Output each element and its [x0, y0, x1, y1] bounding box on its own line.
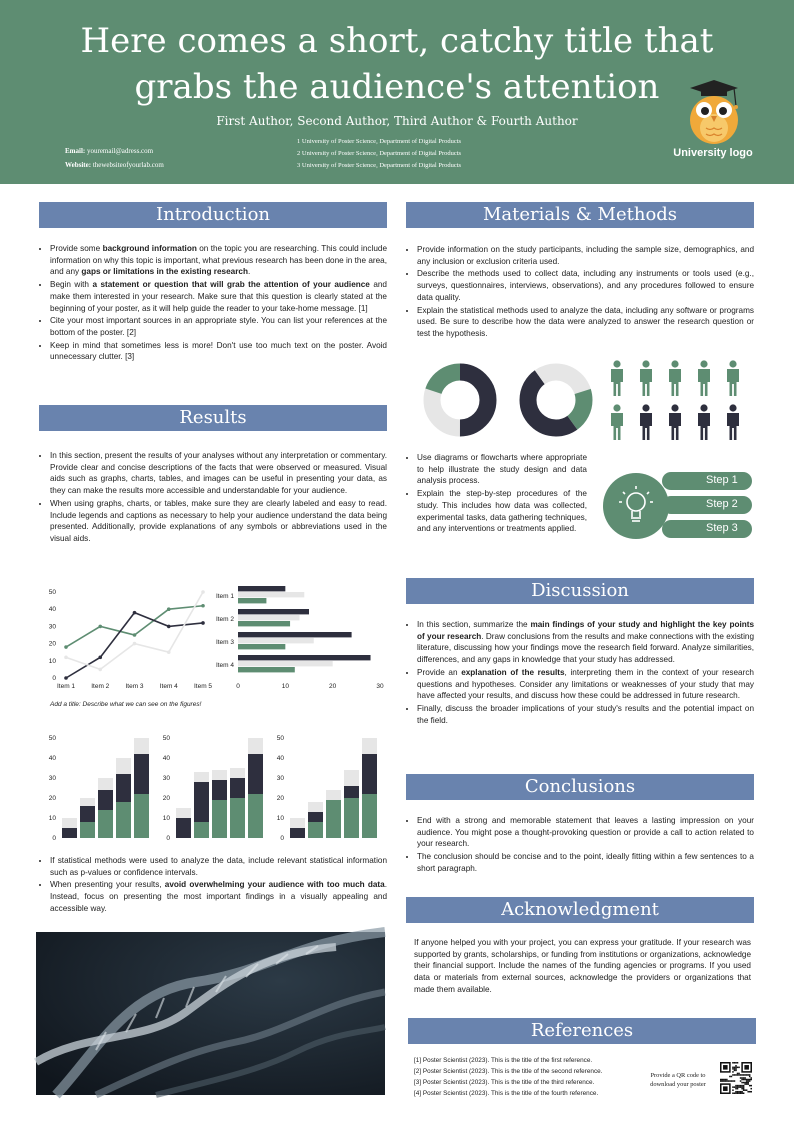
qr-module [746, 1089, 748, 1091]
series-green-point [64, 645, 68, 649]
poster-title: Here comes a short, catchy title that grabs the audience's attention [80, 21, 714, 107]
qr-module [738, 1085, 740, 1087]
series-light-bar [238, 638, 314, 643]
y-tick-label: 40 [162, 755, 170, 762]
reference-list [414, 1055, 644, 1099]
series-light-segment [230, 768, 245, 778]
qr-module [741, 1088, 743, 1090]
qr-module [732, 1068, 734, 1070]
references-heading: References [408, 1018, 756, 1044]
affiliation-3: 3 University of Poster Science, Department of Digital Products [297, 162, 462, 169]
qr-module [743, 1092, 745, 1094]
qr-module [732, 1071, 734, 1073]
university-logo-label: University logo [673, 147, 753, 159]
materials-methods-heading: Materials & Methods [406, 202, 754, 228]
series-green-point [133, 633, 137, 637]
qr-module [738, 1091, 740, 1093]
conclusions-body [407, 815, 754, 876]
y-tick-label: 40 [48, 606, 56, 614]
series-light-point [167, 650, 171, 654]
qr-module [734, 1092, 736, 1094]
results-heading: Results [39, 405, 387, 431]
qr-module [737, 1088, 739, 1090]
series-light-line [66, 592, 203, 669]
series-dark-segment [80, 806, 95, 822]
series-green-segment [98, 810, 113, 838]
bullet-item: • In this section, present the results of your analyses without any interpretation or commentary. Provide clear and concise descriptions of the facts that were observed or measured. Visual aids such as graphs, charts, tables, and images can be useful in presenting your data, as they can make the results more accessible and understandable for your audience. [50, 450, 387, 497]
discussion-heading: Discussion [406, 578, 754, 604]
person-icon [611, 404, 623, 440]
qr-module [741, 1079, 743, 1081]
series-dark-point [64, 676, 68, 680]
x-tick-label: Item 1 [56, 683, 76, 690]
qr-module [735, 1065, 737, 1067]
materials-methods-body-2 [407, 452, 587, 536]
qr-module [743, 1074, 745, 1076]
y-tick-label: 0 [52, 835, 56, 842]
qr-module [740, 1080, 742, 1082]
discussion-body [407, 619, 754, 727]
series-dark-segment [248, 754, 263, 794]
qr-module [723, 1080, 725, 1082]
qr-module [741, 1092, 743, 1094]
figure-caption: Add a title: Describe what we can see on the figures! [50, 701, 202, 708]
series-dark-segment [212, 780, 227, 800]
acknowledgment-text: If anyone helped you with your project, you can express your gratitude. If your research was supported by grants, scholarships, or funding from institutions or organizations, acknowledge their financial support. Include the names of the funding agencies or programs. If you used data or materials from external sources, acknowledge the providers or organizations that made them available. [414, 938, 751, 994]
series-green-bar [238, 644, 285, 649]
qr-module [737, 1091, 739, 1093]
series-light-segment [326, 790, 341, 800]
y-tick-label: 10 [276, 815, 284, 822]
qr-module [741, 1077, 743, 1079]
series-green-segment [212, 800, 227, 838]
y-tick-label: 40 [276, 755, 284, 762]
qr-module [746, 1074, 748, 1076]
qr-module [746, 1079, 748, 1081]
series-light-segment [344, 770, 359, 786]
qr-module [749, 1080, 751, 1082]
y-tick-label: 50 [48, 589, 56, 596]
qr-module [747, 1082, 749, 1084]
people-pictogram [608, 358, 758, 442]
email-address[interactable]: youremail@adress.com [86, 147, 154, 155]
series-green-bar [238, 598, 266, 603]
qr-module [732, 1080, 734, 1082]
qr-module [747, 1079, 749, 1081]
person-icon [669, 404, 681, 440]
person-icon [698, 360, 710, 396]
qr-module [734, 1070, 736, 1072]
y-tick-label: 30 [162, 775, 170, 782]
series-light-segment [362, 738, 377, 754]
bullet-item: • Cite your most important sources in an appropriate style. You can list your references at the bottom of the poster. [2] [50, 315, 387, 338]
qr-module [720, 1079, 722, 1081]
y-tick-label: 20 [48, 640, 56, 648]
reference-item[interactable]: [3] Poster Scientist (2023). This is the title of the third reference. [414, 1079, 595, 1086]
email-line: Email: youremail@adress.com [65, 147, 154, 155]
person-icon [640, 404, 652, 440]
bullet-item: • End with a strong and memorable statement that leaves a lasting impression on your audience. You might pose a thought-provoking question or provide a call to action related to your research. [417, 815, 754, 850]
y-tick-label: 0 [52, 675, 56, 682]
series-green-segment [326, 800, 341, 838]
qr-module [734, 1074, 736, 1076]
qr-module [737, 1085, 739, 1087]
y-tick-label: 50 [276, 735, 284, 742]
x-tick-label: Item 2 [91, 683, 110, 690]
person-icon [669, 360, 681, 396]
series-green-point [201, 604, 205, 608]
series-dark-point [201, 621, 205, 625]
qr-module [735, 1085, 737, 1087]
qr-module [740, 1077, 742, 1079]
series-dark-segment [116, 774, 131, 802]
affiliation-1: 1 University of Poster Science, Department of Digital Products [297, 138, 462, 145]
series-dark-bar [238, 632, 352, 637]
qr-module [732, 1089, 734, 1091]
y-tick-label: 30 [276, 775, 284, 782]
qr-module [749, 1074, 751, 1076]
qr-module [728, 1080, 730, 1082]
qr-module [750, 1077, 752, 1079]
bullet-item: • The conclusion should be concise and to the point, ideally fitting within a few sentences to a short paragraph. [417, 851, 754, 874]
qr-module [747, 1080, 749, 1082]
series-green-segment [362, 794, 377, 838]
series-green-segment [116, 802, 131, 838]
series-light-point [201, 590, 205, 594]
series-dark-bar [238, 586, 285, 591]
series-dark-bar [238, 655, 371, 660]
introduction-body [40, 243, 387, 364]
category-label: Item 2 [215, 616, 234, 623]
step-2-label: Step 2 [706, 498, 738, 510]
stacked-bar-chart-2 [152, 728, 268, 844]
qr-module [741, 1074, 743, 1076]
category-label: Item 3 [215, 639, 234, 646]
qr-module [747, 1074, 749, 1076]
series-dark-segment [344, 786, 359, 798]
qr-module [735, 1067, 737, 1069]
person-icon [611, 360, 623, 396]
qr-module [734, 1068, 736, 1070]
series-light-segment [308, 802, 323, 812]
qr-module [735, 1068, 737, 1070]
qr-module [726, 1080, 728, 1082]
series-light-point [98, 668, 102, 672]
qr-finder-core [723, 1086, 728, 1091]
series-dark-segment [62, 828, 77, 838]
qr-module [750, 1079, 752, 1081]
series-dark-segment [290, 828, 305, 838]
series-light-segment [248, 738, 263, 754]
y-tick-label: 0 [280, 835, 284, 842]
conclusions-heading: Conclusions [406, 774, 754, 800]
y-tick-label: 10 [48, 657, 56, 665]
bullet-item: • Provide information on the study participants, including the sample size, demographics, and any inclusion or exclusion criteria used. [417, 244, 754, 267]
bullet-item: • Provide some background information on the topic you are researching. This could include information on why this topic is important, what previous research has been done in the area, and any gaps or limitations in the existing research. [50, 243, 387, 278]
series-light-segment [290, 818, 305, 828]
qr-module [750, 1085, 752, 1087]
category-label: Item 1 [215, 593, 234, 600]
qr-module [746, 1083, 748, 1085]
step-1-label: Step 1 [706, 474, 738, 486]
qr-module [740, 1086, 742, 1088]
stacked-bar-chart-3 [266, 728, 382, 844]
donut-chart-2 [518, 362, 594, 438]
y-tick-label: 20 [162, 795, 170, 802]
series-green-segment [194, 822, 209, 838]
qr-module [737, 1092, 739, 1094]
qr-module [735, 1070, 737, 1072]
series-dark-segment [308, 812, 323, 822]
qr-module [722, 1080, 724, 1082]
bullet-item: • Begin with a statement or question that will grab the attention of your audience and make them interested in your research. Make sure that this question is clearly stated at the beginning of your poster, as it will help guide the reader to your take-home message. [1] [50, 279, 387, 314]
bullet-item: • Finally, discuss the broader implications of your study's results and the potential impact on the field. [417, 703, 754, 726]
series-green-segment [248, 794, 263, 838]
x-tick-label: 20 [329, 683, 337, 690]
series-dark-segment [362, 754, 377, 794]
qr-module [732, 1062, 734, 1064]
qr-module [740, 1085, 742, 1087]
qr-module [744, 1089, 746, 1091]
qr-module [725, 1080, 727, 1082]
qr-module [750, 1091, 752, 1093]
step-3-label: Step 3 [706, 522, 738, 534]
qr-module [735, 1086, 737, 1088]
y-tick-label: 30 [48, 775, 56, 782]
series-green-bar [238, 621, 290, 626]
qr-module [734, 1062, 736, 1064]
donut-chart-1 [422, 362, 498, 438]
x-tick-label: 0 [236, 683, 240, 690]
series-green-bar [238, 667, 295, 672]
qr-module [743, 1085, 745, 1087]
qr-module [737, 1062, 739, 1064]
series-dark-segment [134, 754, 149, 794]
series-dark-segment [176, 818, 191, 838]
person-icon [698, 404, 710, 440]
qr-module [741, 1086, 743, 1088]
y-tick-label: 20 [276, 795, 284, 802]
series-light-segment [176, 808, 191, 818]
qr-module [737, 1067, 739, 1069]
series-light-bar [238, 592, 304, 597]
qr-module [744, 1077, 746, 1079]
bullet-item: • When presenting your results, avoid overwhelming your audience with too much data. Instead, focus on presenting the most important findings in a visually appealing and accessible way. [50, 879, 387, 914]
qr-finder-core [723, 1065, 728, 1070]
qr-module [741, 1091, 743, 1093]
acknowledgment-heading: Acknowledgment [406, 897, 754, 923]
qr-module [746, 1082, 748, 1084]
x-tick-label: Item 3 [125, 683, 144, 690]
qr-module [743, 1089, 745, 1091]
reference-item[interactable]: [4] Poster Scientist (2023). This is the title of the fourth reference. [414, 1090, 599, 1097]
category-label: Item 4 [215, 662, 234, 669]
bullet-item: • If statistical methods were used to analyze the data, include relevant statistical information such as p-values or confidence intervals. [50, 855, 387, 878]
materials-methods-body [407, 244, 754, 341]
results-body [40, 450, 387, 546]
website-link[interactable]: thewebsiteofyourlab.com [92, 161, 164, 169]
qr-module [735, 1088, 737, 1090]
qr-module [738, 1092, 740, 1094]
bullet-item: • Explain the statistical methods used to analyze the data, including any software or programs used. Be sure to describe how the data were analyzed to answer the research question or test the hypothesis. [417, 305, 754, 340]
qr-module [725, 1079, 727, 1081]
affiliation-2: 2 University of Poster Science, Department of Digital Products [297, 150, 462, 157]
bullet-item: • In this section, summarize the main findings of your study and highlight the key points of your research. Draw conclusions from the results and make connections with the existing literature, discussing how your findings move the research field forward. Analyze similarities, differences, and any gaps in knowledge that your study has addressed. [417, 619, 754, 666]
qr-module [750, 1088, 752, 1090]
qr-module [743, 1079, 745, 1081]
qr-module [723, 1079, 725, 1081]
series-green-segment [134, 794, 149, 838]
series-dark-segment [230, 778, 245, 798]
series-light-segment [134, 738, 149, 754]
author-list: First Author, Second Author, Third Author & Fourth Author [216, 114, 578, 128]
qr-module [743, 1086, 745, 1088]
reference-item[interactable]: [1] Poster Scientist (2023). This is the title of the first reference. [414, 1057, 593, 1064]
qr-module [740, 1092, 742, 1094]
series-green-segment [308, 822, 323, 838]
y-tick-label: 50 [48, 735, 56, 742]
qr-module [743, 1088, 745, 1090]
qr-module [737, 1086, 739, 1088]
qr-module [744, 1074, 746, 1076]
results-body-2 [40, 855, 387, 916]
qr-module [734, 1080, 736, 1082]
qr-module [737, 1073, 739, 1075]
person-icon [640, 360, 652, 396]
series-light-segment [212, 770, 227, 780]
website-line: Website: thewebsiteofyourlab.com [65, 161, 164, 169]
qr-module [746, 1080, 748, 1082]
person-icon [727, 404, 739, 440]
series-green-segment [344, 798, 359, 838]
qr-module [749, 1079, 751, 1081]
bullet-item: • Use diagrams or flowcharts where appropriate to help illustrate the study design and data analysis process. [417, 452, 587, 487]
introduction-heading: Introduction [39, 202, 387, 228]
x-tick-label: Item 5 [193, 683, 213, 690]
y-tick-label: 30 [48, 623, 56, 631]
y-tick-label: 10 [162, 815, 170, 822]
qr-module [741, 1082, 743, 1084]
qr-module [740, 1074, 742, 1076]
qr-module [726, 1079, 728, 1081]
qr-caption: Provide a QR code to download your poster [650, 1072, 706, 1088]
qr-module [732, 1086, 734, 1088]
bullet-item: • Explain the step-by-step procedures of the study. This includes how data was collected, experimental tasks, data gathering techniques, and any interventions or treatments applied. [417, 488, 587, 535]
qr-module [737, 1074, 739, 1076]
series-dark-point [167, 625, 171, 629]
qr-module [738, 1067, 740, 1069]
qr-module [722, 1079, 724, 1081]
stacked-bar-chart-1 [38, 728, 154, 844]
owl-logo-icon [684, 78, 744, 146]
qr-module [732, 1092, 734, 1094]
series-green-segment [230, 798, 245, 838]
qr-module [747, 1091, 749, 1093]
qr-module [738, 1073, 740, 1075]
qr-module [747, 1083, 749, 1085]
series-light-segment [80, 798, 95, 806]
qr-module [731, 1076, 733, 1078]
qr-module [732, 1074, 734, 1076]
series-light-point [64, 656, 68, 660]
qr-module [735, 1092, 737, 1094]
qr-module [749, 1091, 751, 1093]
series-light-segment [194, 772, 209, 782]
dna-image [36, 932, 385, 1095]
series-light-bar [238, 661, 333, 666]
qr-module [749, 1085, 751, 1087]
qr-code-icon[interactable] [720, 1062, 752, 1094]
qr-module [744, 1079, 746, 1081]
series-green-segment [80, 822, 95, 838]
qr-finder-core [744, 1065, 749, 1070]
qr-module [732, 1067, 734, 1069]
horizontal-bar-chart [208, 582, 388, 694]
series-green-point [167, 607, 171, 611]
series-dark-point [133, 611, 137, 615]
series-light-segment [98, 778, 113, 790]
person-icon [727, 360, 739, 396]
series-light-segment [62, 818, 77, 828]
qr-module [729, 1076, 731, 1078]
bullet-item: • Describe the methods used to collect data, including any instruments or tools used (e.g., surveys, questionnaires, interviews, observations), and any procedures followed to ensure data quality. [417, 268, 754, 303]
series-light-bar [238, 615, 300, 620]
series-light-point [133, 642, 137, 646]
y-tick-label: 50 [162, 735, 170, 742]
series-dark-point [98, 656, 102, 660]
qr-module [735, 1091, 737, 1093]
series-dark-segment [194, 782, 209, 822]
qr-module [741, 1085, 743, 1087]
series-dark-bar [238, 609, 309, 614]
series-light-segment [116, 758, 131, 774]
line-chart [38, 582, 213, 694]
bullet-item: • Provide an explanation of the results, interpreting them in the context of your research questions and hypotheses. Consider any limitations or weaknesses of your study that may have affected your results, and discuss how these could be addressed in future research. [417, 667, 754, 702]
x-tick-label: 10 [281, 683, 289, 690]
qr-module [720, 1080, 722, 1082]
qr-module [749, 1076, 751, 1078]
qr-module [738, 1074, 740, 1076]
qr-module [738, 1086, 740, 1088]
y-tick-label: 40 [48, 755, 56, 762]
qr-module [743, 1077, 745, 1079]
series-dark-segment [98, 790, 113, 810]
series-green-point [98, 625, 102, 629]
qr-module [735, 1074, 737, 1076]
y-tick-label: 10 [48, 815, 56, 822]
qr-module [734, 1086, 736, 1088]
qr-module [744, 1083, 746, 1085]
qr-module [744, 1082, 746, 1084]
bullet-item: • Keep in mind that sometimes less is more! Don't use too much text on the poster. Avoid unnecessary clutter. [3] [50, 340, 387, 363]
x-tick-label: 30 [376, 683, 384, 690]
qr-module [743, 1082, 745, 1084]
bullet-item: • When using graphs, charts, or tables, make sure they are clearly labeled and easy to read. Include legends and captions as necessary to help your audience understand the data being presented. Additionally, provide explanations of any symbols or abbreviations used in the visual aids. [50, 498, 387, 545]
x-tick-label: Item 4 [159, 683, 178, 690]
y-tick-label: 20 [48, 795, 56, 802]
qr-module [740, 1091, 742, 1093]
qr-module [731, 1080, 733, 1082]
reference-item[interactable]: [2] Poster Scientist (2023). This is the title of the second reference. [414, 1068, 603, 1075]
qr-module [734, 1067, 736, 1069]
qr-module [729, 1080, 731, 1082]
y-tick-label: 0 [166, 835, 170, 842]
qr-module [735, 1062, 737, 1064]
